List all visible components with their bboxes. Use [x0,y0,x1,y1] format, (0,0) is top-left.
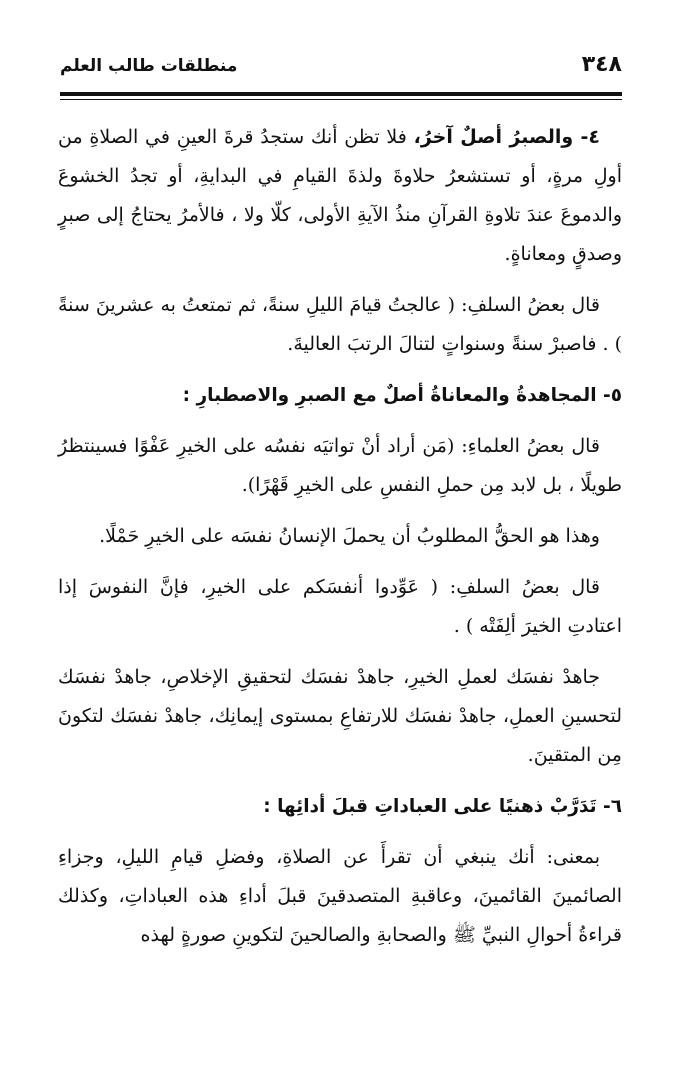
paragraph-salaf-quote-night-prayer: قال بعضُ السلفِ: ( عالجتُ قيامَ الليلِ سنةً، ثم تمتعتُ به عشرينَ سنةً ) . فاصبرْ سنةً وسنواتٍ لتنالَ الرتبَ العاليةَ. [58,294,622,355]
paragraph-mental-training: بمعنى: أنك ينبغي أن تقرأَ عن الصلاةِ، وفضلِ قيامِ الليلِ، وجزاءِ الصائمينَ القائمينَ، وعاقبةِ المتصدقينَ قبلَ أداءِ هذه العباداتِ، وكذلك قراءةُ أحوالِ النبيِّ ﷺ والصحابةِ والصالحينَ لتكوينِ صورةٍ لهذه [58,846,622,946]
header-rule-thin [60,99,622,100]
paragraph-scholars-quote: قال بعضُ العلماءِ: (مَن أراد أنْ تواتيَه نفسُه على الخيرِ عَفْوًا فسينتظرُ طويلًا ، بل لابد مِن حملِ النفسِ على الخيرِ قَهْرًا). [58,435,622,496]
point-4-lead: ٤- والصبرُ أصلٌ آخرُ، [413,126,600,148]
page-number: ٣٤٨ [581,52,622,77]
paragraph-truth: وهذا هو الحقُّ المطلوبُ أن يحملَ الإنسانُ نفسَه على الخيرِ حَمْلًا. [99,525,600,547]
page-header [60,50,622,84]
heading-point-5: ٥- المجاهدةُ والمعاناةُ أصلٌ مع الصبرِ والاصطبارِ : [182,385,622,406]
running-title: منطلقات طالب العلم [60,56,238,76]
heading-point-6: ٦- تَدَرَّبْ ذهنيًا على العباداتِ قبلَ أدائِها : [263,796,622,817]
paragraph-strive: جاهدْ نفسَك لعملِ الخيرِ، جاهدْ نفسَك لتحقيقِ الإخلاصِ، جاهدْ نفسَك لتحسينِ العملِ، جاهدْ نفسَك للارتفاعِ بمستوى إيمانِك، جاهدْ نفسَك لتكونَ مِن المتقينَ. [58,666,622,766]
header-rule-thick [60,92,622,96]
paragraph-patience [58,118,622,274]
paragraph-salaf-quote-habit: قال بعضُ السلفِ: ( عَوِّدوا أنفسَكم على الخيرِ، فإنَّ النفوسَ إذا اعتادتِ الخيرَ ألِفَتْه ) . [58,576,622,637]
point-4-text: فلا تظن أنك ستجدُ قرةَ العينِ في الصلاةِ من أولِ مرةٍ، أو تستشعرُ حلاوةَ ولذةَ القيامِ في البدايةِ، أو تجدُ الخشوعَ والدموعَ عندَ تلاوةِ القرآنِ منذُ الآيةِ الأولى، كلّا ولا ، فالأمرُ يحتاجُ إلى صبرٍ وصدقٍ ومعاناةٍ. [58,126,622,265]
page-body [58,118,622,967]
